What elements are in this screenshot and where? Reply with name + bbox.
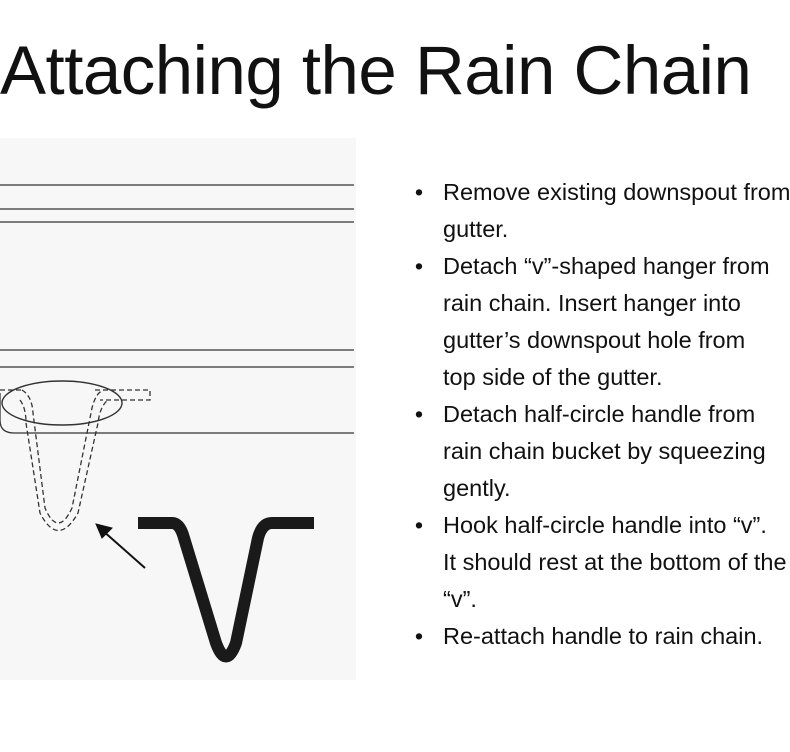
instruction-line: “v”.	[443, 586, 477, 612]
instruction-line: gutter’s downspout hole from	[443, 327, 746, 353]
gutter-base-plate	[0, 393, 354, 433]
bullet-marker: •	[414, 512, 424, 538]
slide-title: Attaching the Rain Chain	[0, 32, 752, 109]
instruction-line: Detach “v”-shaped hanger from	[443, 253, 770, 279]
instruction-line: rain chain bucket by squeezing	[443, 438, 766, 464]
instruction-line: Re-attach handle to rain chain.	[443, 623, 764, 649]
gutter-diagram-drawing	[0, 138, 356, 680]
instruction-list	[412, 174, 790, 655]
instruction-line: Detach half-circle handle from	[443, 401, 756, 427]
bullet-marker: •	[414, 179, 424, 205]
instruction-item	[412, 507, 787, 618]
instruction-item	[412, 248, 772, 396]
instruction-line: It should rest at the bottom of the	[443, 549, 787, 575]
instruction-line: rain chain. Insert hanger into	[443, 290, 741, 316]
instruction-line: Remove existing downspout from	[443, 179, 790, 205]
instruction-item	[412, 618, 772, 655]
hanger-dashed-v-outer	[22, 390, 104, 523]
downspout-hole	[2, 381, 122, 425]
instruction-line: gutter.	[443, 216, 509, 242]
instruction-item	[412, 174, 790, 248]
bullet-marker: •	[414, 623, 424, 649]
v-hanger	[138, 523, 314, 657]
bullet-marker: •	[414, 401, 424, 427]
hanger-dashed-top	[95, 390, 150, 400]
instruction-item	[412, 396, 772, 507]
arrow-line	[102, 530, 145, 568]
bullet-marker: •	[414, 253, 424, 279]
instruction-line: top side of the gutter.	[443, 364, 663, 390]
instruction-line: Hook half-circle handle into “v”.	[443, 512, 767, 538]
gutter-diagram	[0, 138, 356, 680]
instruction-line: gently.	[443, 475, 511, 501]
